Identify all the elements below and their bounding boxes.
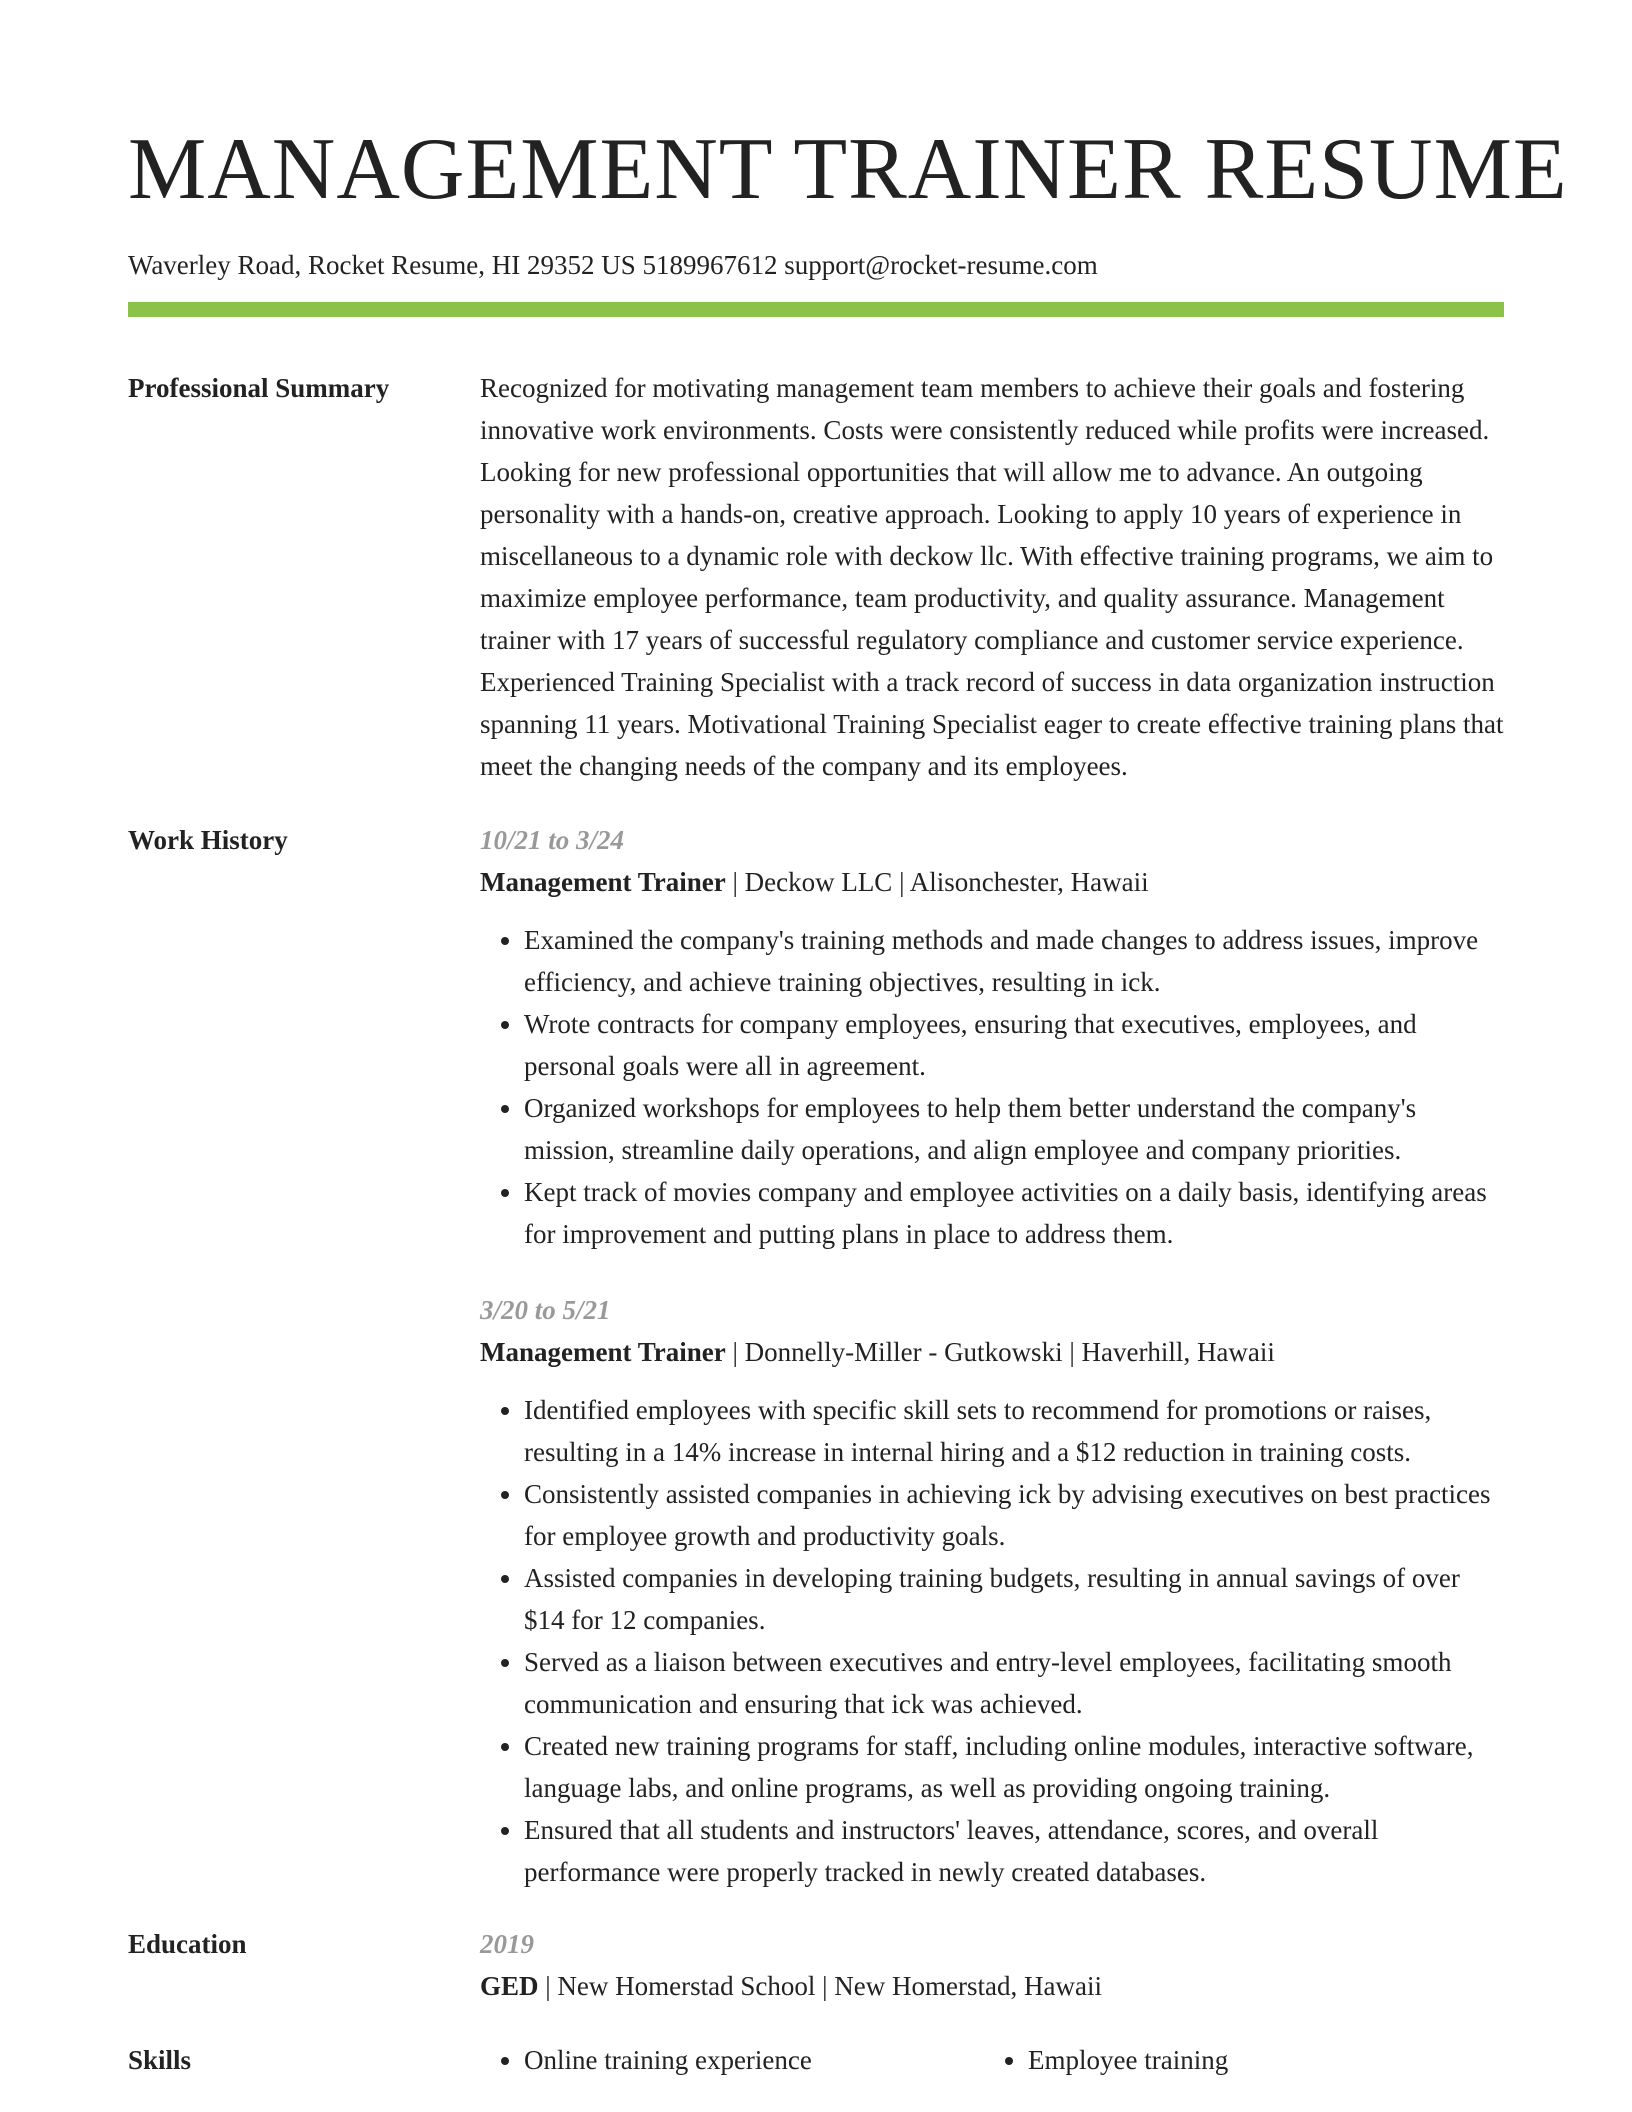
job-bullets xyxy=(480,919,1504,1255)
section-label: Professional Summary xyxy=(128,373,390,403)
job-details: | Donnelly-Miller - Gutkowski | Haverhill, Hawaii xyxy=(725,1337,1275,1367)
job-header xyxy=(480,1331,1504,1373)
job-bullets xyxy=(480,1389,1504,1893)
work-history-section xyxy=(128,819,1504,1893)
skill-item: • Online training experience xyxy=(524,2039,1028,2081)
section-label: Education xyxy=(128,1929,247,1959)
list-item: • Kept track of movies company and employee activities on a daily basis, identifying areas for improvement and putting plans in place to address them. xyxy=(524,1171,1504,1255)
skills-list xyxy=(480,2039,1504,2081)
degree: GED xyxy=(480,1971,539,2001)
list-item: • Assisted companies in developing training budgets, resulting in annual savings of over $14 for 12 companies. xyxy=(524,1557,1504,1641)
accent-rule xyxy=(128,302,1504,317)
list-item: • Consistently assisted companies in achieving ick by advising executives on best practices for employee growth and productivity goals. xyxy=(524,1473,1504,1557)
list-item: • Identified employees with specific skill sets to recommend for promotions or raises, resulting in a 14% increase in internal hiring and a $12 reduction in training costs. xyxy=(524,1389,1504,1473)
job-entry xyxy=(480,819,1504,1255)
list-item: • Organized workshops for employees to help them better understand the company's mission, streamline daily operations, and align employee and company priorities. xyxy=(524,1087,1504,1171)
education-header xyxy=(480,1965,1504,2007)
skill-item: • Employee training xyxy=(1028,2039,1532,2081)
education-section xyxy=(128,1923,1504,2007)
job-details: | Deckow LLC | Alisonchester, Hawaii xyxy=(725,867,1149,897)
job-title: Management Trainer xyxy=(480,867,726,897)
education-details: | New Homerstad School | New Homerstad, Hawaii xyxy=(538,1971,1102,2001)
job-entry xyxy=(480,1289,1504,1893)
job-dates: 10/21 to 3/24 xyxy=(480,825,625,855)
job-header xyxy=(480,861,1504,903)
list-item: • Served as a liaison between executives and entry-level employees, facilitating smooth communication and ensuring that ick was achieved. xyxy=(524,1641,1504,1725)
summary-text: Recognized for motivating management team members to achieve their goals and fostering innovative work environments. Costs were consistently reduced while profits were increased. Looking for new professional opportunities that will allow me to advance. An outgoing personality with a hands-on, creative approach. Looking to apply 10 years of experience in miscellaneous to a dynamic role with deckow llc. With effective training programs, we aim to maximize employee performance, team productivity, and quality assurance. Management trainer with 17 years of successful regulatory compliance and customer service experience. Experienced Training Specialist with a track record of success in data organization instruction spanning 11 years. Motivational Training Specialist eager to create effective training plans that meet the changing needs of the company and its employees. xyxy=(480,373,1504,781)
job-title: Management Trainer xyxy=(480,1337,726,1367)
list-item: • Examined the company's training methods and made changes to address issues, improve efficiency, and achieve training objectives, resulting in ick. xyxy=(524,919,1504,1003)
list-item: • Ensured that all students and instructors' leaves, attendance, scores, and overall performance were properly tracked in newly created databases. xyxy=(524,1809,1504,1893)
section-label: Skills xyxy=(128,2045,192,2075)
skills-section xyxy=(128,2039,1504,2081)
contact-line: Waverley Road, Rocket Resume, HI 29352 US 5189967612 support@rocket-resume.com xyxy=(128,250,1098,280)
resume-title: MANAGEMENT TRAINER RESUME xyxy=(128,121,1568,218)
list-item: • Created new training programs for staff, including online modules, interactive software, language labs, and online programs, as well as providing ongoing training. xyxy=(524,1725,1504,1809)
summary-section xyxy=(128,367,1504,787)
list-item: • Wrote contracts for company employees, ensuring that executives, employees, and personal goals were all in agreement. xyxy=(524,1003,1504,1087)
section-label: Work History xyxy=(128,825,288,855)
education-date: 2019 xyxy=(480,1929,534,1959)
job-dates: 3/20 to 5/21 xyxy=(480,1295,611,1325)
